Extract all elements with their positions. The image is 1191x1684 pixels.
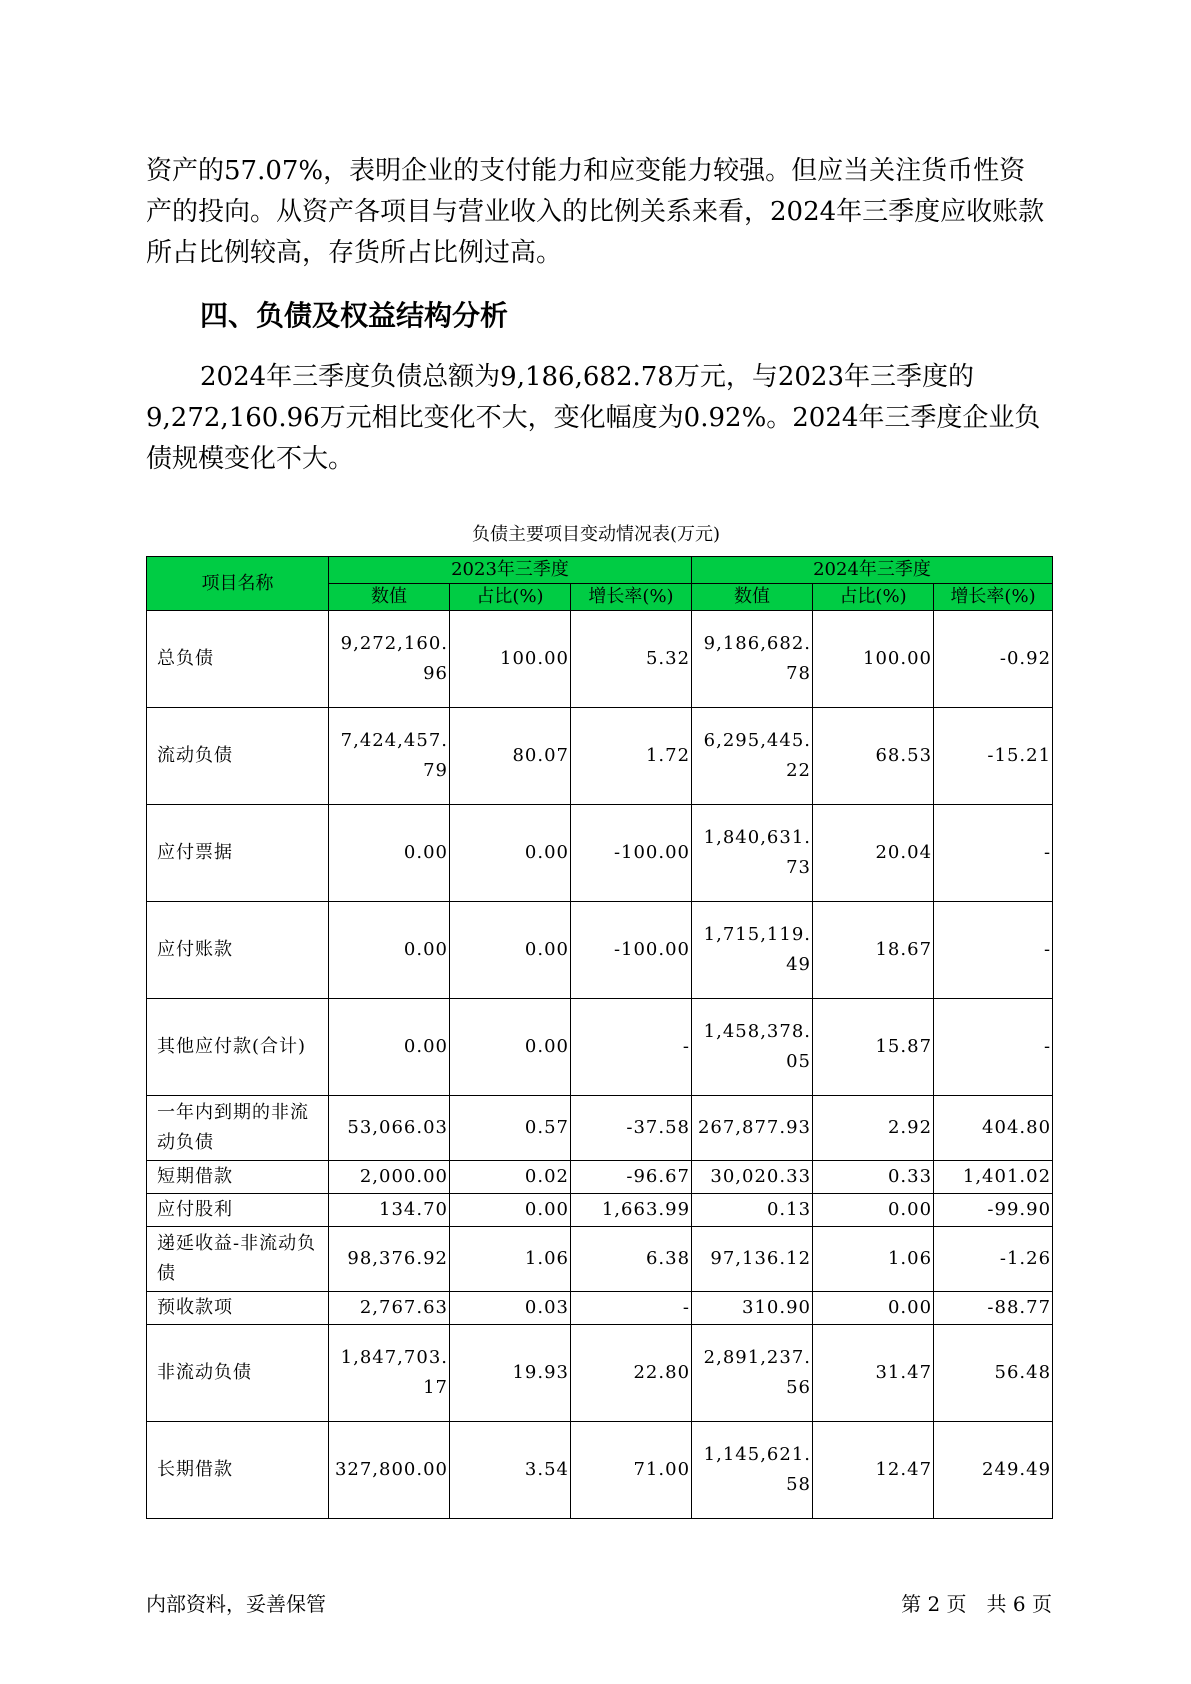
value-2023: 2,000.00 — [329, 1161, 450, 1194]
table-row — [147, 611, 1053, 708]
row-name: 应付账款 — [147, 902, 329, 999]
share-2024: 2.92 — [813, 1096, 934, 1161]
value-2024: 1,840,631.73 — [692, 805, 813, 902]
growth-2024: 404.80 — [934, 1096, 1053, 1161]
table-row — [147, 1096, 1053, 1161]
header-share-2024: 占比(%) — [813, 584, 934, 611]
share-2024: 31.47 — [813, 1325, 934, 1422]
value-2023: 134.70 — [329, 1194, 450, 1227]
paragraph-2: 2024年三季度负债总额为9,186,682.78万元，与2023年三季度的9,272,160.96万元相比变化不大，变化幅度为0.92%。2024年三季度企业负债规模变化不大。 — [146, 362, 1041, 474]
header-item-name: 项目名称 — [147, 557, 329, 611]
row-name: 非流动负债 — [147, 1325, 329, 1422]
growth-2024: 1,401.02 — [934, 1161, 1053, 1194]
share-2024: 18.67 — [813, 902, 934, 999]
share-2024: 12.47 — [813, 1422, 934, 1519]
value-2024: 9,186,682.78 — [692, 611, 813, 708]
growth-2024: -0.92 — [934, 611, 1053, 708]
value-2023: 327,800.00 — [329, 1422, 450, 1519]
growth-2023: 6.38 — [571, 1227, 692, 1292]
growth-2023: 71.00 — [571, 1422, 692, 1519]
table-row — [147, 1161, 1053, 1194]
header-period-2023: 2023年三季度 — [329, 557, 692, 584]
value-2024: 1,458,378.05 — [692, 999, 813, 1096]
value-2024: 6,295,445.22 — [692, 708, 813, 805]
header-share-2023: 占比(%) — [450, 584, 571, 611]
table-row — [147, 902, 1053, 999]
value-2023: 98,376.92 — [329, 1227, 450, 1292]
row-name: 短期借款 — [147, 1161, 329, 1194]
header-growth-2023: 增长率(%) — [571, 584, 692, 611]
share-2023: 19.93 — [450, 1325, 571, 1422]
share-2023: 0.02 — [450, 1161, 571, 1194]
row-name: 应付股利 — [147, 1194, 329, 1227]
growth-2023: -96.67 — [571, 1161, 692, 1194]
value-2024: 267,877.93 — [692, 1096, 813, 1161]
share-2023: 0.57 — [450, 1096, 571, 1161]
growth-2023: 22.80 — [571, 1325, 692, 1422]
value-2023: 1,847,703.17 — [329, 1325, 450, 1422]
share-2024: 20.04 — [813, 805, 934, 902]
share-2023: 80.07 — [450, 708, 571, 805]
table-row — [147, 1194, 1053, 1227]
share-2023: 0.00 — [450, 999, 571, 1096]
growth-2023: -100.00 — [571, 902, 692, 999]
table-row — [147, 999, 1053, 1096]
value-2024: 1,715,119.49 — [692, 902, 813, 999]
growth-2024: -88.77 — [934, 1292, 1053, 1325]
share-2023: 0.00 — [450, 902, 571, 999]
share-2024: 1.06 — [813, 1227, 934, 1292]
value-2024: 310.90 — [692, 1292, 813, 1325]
value-2024: 2,891,237.56 — [692, 1325, 813, 1422]
table-row — [147, 708, 1053, 805]
share-2024: 15.87 — [813, 999, 934, 1096]
value-2023: 7,424,457.79 — [329, 708, 450, 805]
row-name: 流动负债 — [147, 708, 329, 805]
share-2024: 100.00 — [813, 611, 934, 708]
section-heading: 四、负债及权益结构分析 — [200, 299, 509, 332]
value-2023: 9,272,160.96 — [329, 611, 450, 708]
growth-2024: -15.21 — [934, 708, 1053, 805]
table-row — [147, 1325, 1053, 1422]
value-2023: 53,066.03 — [329, 1096, 450, 1161]
growth-2023: - — [571, 1292, 692, 1325]
share-2023: 0.00 — [450, 1194, 571, 1227]
growth-2023: -100.00 — [571, 805, 692, 902]
growth-2024: 56.48 — [934, 1325, 1053, 1422]
share-2023: 100.00 — [450, 611, 571, 708]
share-2023: 3.54 — [450, 1422, 571, 1519]
growth-2024: -1.26 — [934, 1227, 1053, 1292]
share-2023: 1.06 — [450, 1227, 571, 1292]
row-name: 其他应付款(合计) — [147, 999, 329, 1096]
value-2023: 0.00 — [329, 805, 450, 902]
table-row — [147, 805, 1053, 902]
row-name: 预收款项 — [147, 1292, 329, 1325]
growth-2024: - — [934, 902, 1053, 999]
growth-2024: -99.90 — [934, 1194, 1053, 1227]
header-growth-2024: 增长率(%) — [934, 584, 1053, 611]
page-number: 第 2 页 共 6 页 — [901, 1592, 1052, 1616]
table-row — [147, 1422, 1053, 1519]
row-name: 应付票据 — [147, 805, 329, 902]
header-value-2024: 数值 — [692, 584, 813, 611]
share-2024: 68.53 — [813, 708, 934, 805]
growth-2023: 5.32 — [571, 611, 692, 708]
growth-2024: - — [934, 805, 1053, 902]
table-caption: 负债主要项目变动情况表(万元) — [471, 524, 721, 545]
table-row — [147, 1227, 1053, 1292]
value-2023: 0.00 — [329, 902, 450, 999]
liabilities-table — [146, 556, 1053, 1519]
share-2023: 0.03 — [450, 1292, 571, 1325]
share-2024: 0.00 — [813, 1194, 934, 1227]
paragraph-1: 资产的57.07%，表明企业的支付能力和应变能力较强。但应当关注货币性资产的投向。从资产各项目与营业收入的比例关系来看，2024年三季度应收账款所占比例较高，存货所占比例过高。 — [146, 156, 1045, 268]
share-2024: 0.00 — [813, 1292, 934, 1325]
row-name: 一年内到期的非流动负债 — [147, 1096, 329, 1161]
growth-2023: 1.72 — [571, 708, 692, 805]
table-row — [147, 1292, 1053, 1325]
value-2024: 30,020.33 — [692, 1161, 813, 1194]
share-2024: 0.33 — [813, 1161, 934, 1194]
row-name: 总负债 — [147, 611, 329, 708]
growth-2024: - — [934, 999, 1053, 1096]
row-name: 长期借款 — [147, 1422, 329, 1519]
share-2023: 0.00 — [450, 805, 571, 902]
footer-confidential-note: 内部资料，妥善保管 — [146, 1592, 326, 1616]
value-2023: 0.00 — [329, 999, 450, 1096]
value-2023: 2,767.63 — [329, 1292, 450, 1325]
growth-2023: -37.58 — [571, 1096, 692, 1161]
header-value-2023: 数值 — [329, 584, 450, 611]
header-period-2024: 2024年三季度 — [692, 557, 1053, 584]
growth-2024: 249.49 — [934, 1422, 1053, 1519]
value-2024: 1,145,621.58 — [692, 1422, 813, 1519]
value-2024: 97,136.12 — [692, 1227, 813, 1292]
value-2024: 0.13 — [692, 1194, 813, 1227]
growth-2023: - — [571, 999, 692, 1096]
growth-2023: 1,663.99 — [571, 1194, 692, 1227]
row-name: 递延收益-非流动负债 — [147, 1227, 329, 1292]
